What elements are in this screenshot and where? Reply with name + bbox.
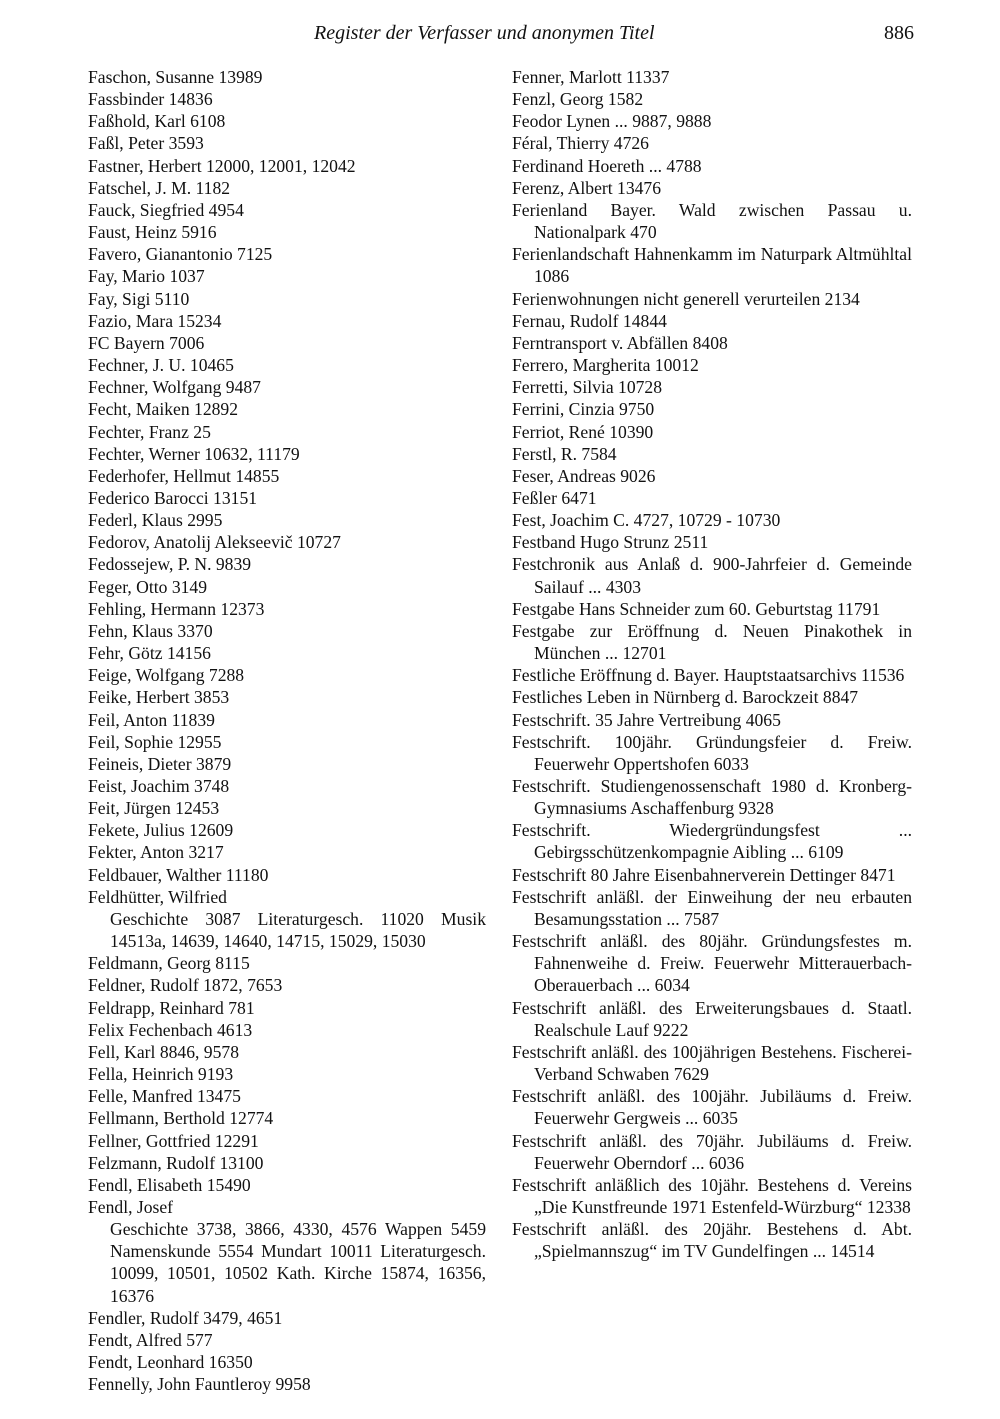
index-entry: Fehling, Hermann 12373	[88, 598, 265, 619]
index-entry: Ferntransport v. Abfällen 8408	[512, 332, 728, 353]
index-entry: Fendler, Rudolf 3479, 4651	[88, 1307, 283, 1328]
index-entry: Fay, Mario 1037	[88, 266, 205, 287]
index-entry: Fellner, Gottfried 12291	[88, 1130, 259, 1151]
index-entry: Felix Fechenbach 4613	[88, 1019, 253, 1040]
index-entry: Fastner, Herbert 12000, 12001, 12042	[88, 155, 356, 176]
index-entry: Festschrift. 100jähr. Gründungsfeier d. Freiw. Feuerwehr Oppertshofen 6033	[512, 731, 912, 774]
running-title: Register der Verfasser und anonymen Titel	[314, 22, 655, 44]
index-entry: Festschrift anläßl. des 100jährigen Bestehens. Fischerei-Verband Schwaben 7629	[512, 1041, 912, 1085]
index-entry: Fell, Karl 8846, 9578	[88, 1041, 239, 1062]
index-entry: Fatschel, J. M. 1182	[88, 177, 231, 198]
index-entry: Fendt, Leonhard 16350	[88, 1352, 253, 1373]
index-entry: Feßler 6471	[512, 487, 597, 508]
index-entry: Felzmann, Rudolf 13100	[88, 1152, 264, 1173]
index-subentry: Geschichte 3738, 3866, 4330, 4576 Wappen 5459 Namenskunde 5554 Mundart 10011 Literaturgesch. 10099, 10501, 10502 Kath. Kirche 15874, 16356, 16376	[110, 1219, 486, 1306]
index-entry: Fekter, Anton 3217	[88, 842, 224, 863]
index-entry: Féral, Thierry 4726	[512, 133, 649, 154]
index-entry: Feger, Otto 3149	[88, 576, 208, 597]
index-entry: Ferenz, Albert 13476	[512, 177, 662, 198]
index-entry: Feldbauer, Walther 11180	[88, 864, 269, 885]
index-entry: Federico Barocci 13151	[88, 487, 258, 508]
index-entry: Ferstl, R. 7584	[512, 443, 617, 464]
index-entry: Fehr, Götz 14156	[88, 643, 211, 664]
index-entry: Faßl, Peter 3593	[88, 133, 204, 154]
index-entry: Fennelly, John Fauntleroy 9958	[88, 1374, 311, 1395]
index-entry: Fernau, Rudolf 14844	[512, 310, 667, 331]
index-entry: Festliche Eröffnung d. Bayer. Hauptstaatsarchivs 11536	[512, 665, 905, 686]
index-entry: Fehn, Klaus 3370	[88, 620, 213, 641]
index-entry: Fassbinder 14836	[88, 89, 213, 110]
index-entry: Fechter, Werner 10632, 11179	[88, 443, 300, 464]
index-entry: Fedorov, Anatolij Alekseevič 10727	[88, 532, 341, 553]
index-entry: Festschrift anläßl. des 20jähr. Bestehens d. Abt. „Spielmannszug“ im TV Gundelfingen ... 14514	[512, 1219, 912, 1262]
index-entry: Fest, Joachim C. 4727, 10729 - 10730	[512, 510, 781, 531]
index-entry: Festgabe zur Eröffnung d. Neuen Pinakothek in München ... 12701	[512, 620, 912, 664]
index-entry: Festschrift. Wiedergründungsfest ... Gebirgsschützenkompagnie Aibling ... 6109	[512, 820, 912, 863]
index-entry: Festband Hugo Strunz 2511	[512, 532, 709, 553]
index-entry: Ferienland Bayer. Wald zwischen Passau u. Nationalpark 470	[512, 199, 912, 243]
index-entry: Festschrift anläßl. des 100jähr. Jubiläums d. Freiw. Feuerwehr Gergweis ... 6035	[512, 1086, 912, 1129]
index-entry: Feldhütter, Wilfried	[88, 886, 227, 907]
index-entry: Festschrift anläßl. des 70jähr. Jubiläums d. Freiw. Feuerwehr Oberndorf ... 6036	[512, 1130, 912, 1173]
index-entry: Fekete, Julius 12609	[88, 820, 234, 841]
index-entry: Faschon, Susanne 13989	[88, 67, 263, 87]
index-entry: Feike, Herbert 3853	[88, 687, 230, 708]
index-entry: Fendt, Alfred 577	[88, 1329, 213, 1350]
index-entry: Fechner, J. U. 10465	[88, 355, 234, 376]
index-entry: Fellmann, Berthold 12774	[88, 1108, 274, 1129]
index-entry: Feodor Lynen ... 9887, 9888	[512, 111, 712, 132]
index-entry: Festschrift anläßl. des 80jähr. Gründungsfestes m. Fahnenweihe d. Freiw. Feuerwehr Mitterauerbach-Oberauerbach ... 6034	[512, 931, 912, 996]
index-entry: Fendl, Elisabeth 15490	[88, 1174, 251, 1195]
index-subentry: Geschichte 3087 Literaturgesch. 11020 Musik 14513a, 14639, 14640, 14715, 15029, 15030	[110, 908, 486, 952]
page-number: 886	[884, 22, 914, 44]
index-entry: Fechner, Wolfgang 9487	[88, 377, 261, 398]
index-entry: Festschrift anläßl. der Einweihung der neu erbauten Besamungsstation ... 7587	[512, 886, 912, 929]
index-column-right	[512, 66, 912, 1262]
index-entry: Federhofer, Hellmut 14855	[88, 465, 280, 486]
index-entry: Feldmann, Georg 8115	[88, 953, 250, 974]
index-entry: Ferrini, Cinzia 9750	[512, 399, 655, 420]
index-entry: Fay, Sigi 5110	[88, 288, 190, 309]
index-entry: Fazio, Mara 15234	[88, 310, 222, 331]
index-entry: Federl, Klaus 2995	[88, 510, 223, 531]
index-entry: Feser, Andreas 9026	[512, 465, 656, 486]
index-entry: Ferriot, René 10390	[512, 421, 654, 442]
index-entry: Fecht, Maiken 12892	[88, 399, 239, 420]
index-entry: Fedossejew, P. N. 9839	[88, 554, 252, 575]
index-entry: Feineis, Dieter 3879	[88, 753, 232, 774]
index-entry: Feldrapp, Reinhard 781	[88, 997, 255, 1018]
index-entry: Fauck, Siegfried 4954	[88, 199, 244, 220]
index-entry: Festschrift 80 Jahre Eisenbahnerverein Dettinger 8471	[512, 864, 896, 885]
index-entry: Festschrift. Studiengenossenschaft 1980 d. Kronberg-Gymnasiums Aschaffenburg 9328	[512, 776, 912, 819]
index-entry: Ferdinand Hoereth ... 4788	[512, 155, 702, 176]
index-entry: Faßhold, Karl 6108	[88, 111, 226, 132]
index-entry: Favero, Gianantonio 7125	[88, 244, 273, 265]
index-entry: Fenzl, Georg 1582	[512, 89, 644, 110]
page-header	[0, 20, 1000, 50]
index-entry: Festgabe Hans Schneider zum 60. Geburtstag 11791	[512, 598, 881, 619]
index-entry: Feit, Jürgen 12453	[88, 798, 220, 819]
index-column-left	[88, 66, 486, 1395]
index-entry: Fendl, Josef	[88, 1196, 174, 1217]
index-entry: Ferienlandschaft Hahnenkamm im Naturpark Altmühltal 1086	[512, 244, 912, 287]
index-entry: Ferrero, Margherita 10012	[512, 355, 699, 376]
index-entry: Festschrift. 35 Jahre Vertreibung 4065	[512, 709, 781, 730]
index-entry: Fechter, Franz 25	[88, 421, 211, 442]
index-entry: Festliches Leben in Nürnberg d. Barockzeit 8847	[512, 687, 859, 708]
index-entry: FC Bayern 7006	[88, 332, 205, 353]
index-entry: Festchronik aus Anlaß d. 900-Jahrfeier d. Gemeinde Sailauf ... 4303	[512, 554, 912, 597]
index-entry: Feldner, Rudolf 1872, 7653	[88, 975, 283, 996]
index-entry: Felle, Manfred 13475	[88, 1086, 241, 1107]
index-entry: Fenner, Marlott 11337	[512, 67, 670, 87]
index-entry: Feist, Joachim 3748	[88, 776, 230, 796]
index-entry: Festschrift anläßl. des Erweiterungsbaues d. Staatl. Realschule Lauf 9222	[512, 997, 912, 1040]
index-entry: Faust, Heinz 5916	[88, 222, 217, 243]
index-entry: Fella, Heinrich 9193	[88, 1064, 234, 1085]
index-entry: Feil, Sophie 12955	[88, 731, 222, 752]
index-entry: Feige, Wolfgang 7288	[88, 665, 245, 686]
index-entry: Ferretti, Silvia 10728	[512, 377, 663, 398]
index-entry: Ferienwohnungen nicht generell verurteilen 2134	[512, 288, 860, 309]
index-entry: Feil, Anton 11839	[88, 709, 215, 730]
index-entry: Festschrift anläßlich des 10jähr. Bestehens d. Vereins „Die Kunstfreunde 1971 Estenfeld-Würzburg“ 12338	[512, 1174, 912, 1217]
